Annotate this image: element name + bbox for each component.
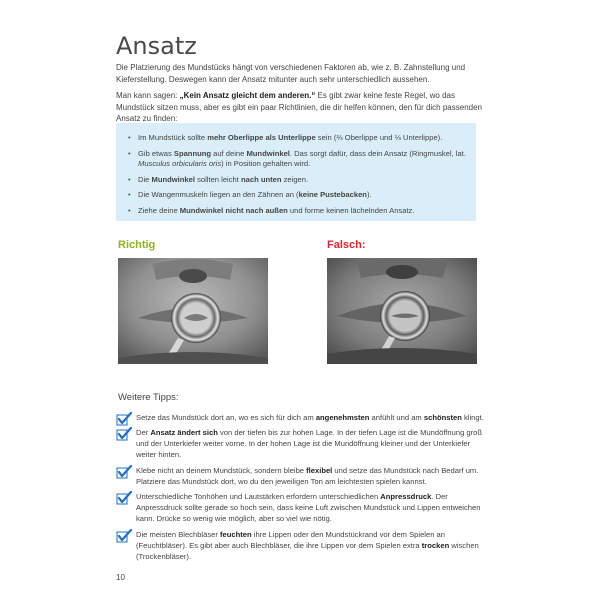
- checkmark-icon: [116, 529, 132, 543]
- guideline-item: • Gib etwas Spannung auf deine Mundwinkel. Das sorgt dafür, dass dein Ansatz (Ringmuskel, lat. Musculus orbicularis oris) in Position gehalten wird.: [128, 149, 468, 170]
- quote-suffix: Es gibt zwar keine feste Regel, wo das Mundstück sitzen muss, aber es gibt ein paar Richtlinien, die dir helfen können, den für dich passenden Ansatz zu finden:: [116, 91, 482, 123]
- photo-wrong-embouchure: [327, 258, 477, 364]
- page-title: Ansatz: [116, 32, 197, 60]
- quote-paragraph: [116, 90, 488, 125]
- guideline-item: • Die Wangenmuskeln liegen an den Zähnen an (keine Pustebacken).: [128, 190, 468, 201]
- page-number: 10: [116, 573, 125, 582]
- guideline-item: • Ziehe deine Mundwinkel nicht nach außen und forme keinen lächelnden Ansatz.: [128, 206, 468, 217]
- tips-heading: Weitere Tipps:: [118, 392, 179, 403]
- tip-text: Der Ansatz ändert sich von der tiefen bis zur hohen Lage. In der tiefen Lage ist die Mundöffnung groß und der Unterkiefer weiter vorne. In der hohen Lage ist die Mundöffnung kleiner und der Unterkiefer weiter hinten.: [136, 428, 483, 459]
- intro-paragraph: Die Platzierung des Mundstücks hängt von verschiedenen Faktoren ab, wie z. B. Zahnstellung und Kieferstellung. Deswegen kann der Ansatz mitunter auch sehr unterschiedlich aussehen.: [116, 63, 466, 84]
- guideline-item: • Im Mundstück sollte mehr Oberlippe als Unterlippe sein (⅔ Oberlippe und ⅓ Unterlippe).: [128, 133, 468, 144]
- checkmark-icon: [116, 412, 132, 426]
- tip-text: Unterschiedliche Tonhöhen und Lautstärken erfordern unterschiedlichen Anpressdruck. Der Anpressdruck sollte gerade so hoch sein, dass keine Luft zwischen Mundstück und Lippen entweichen kann. Drücke so wenig wie möglich, aber so viel wie nötig.: [136, 492, 481, 523]
- checkmark-icon: [116, 465, 132, 479]
- checkmark-icon: [116, 491, 132, 505]
- label-wrong: Falsch:: [327, 239, 366, 251]
- guideline-item: • Die Mundwinkel sollten leicht nach unten zeigen.: [128, 175, 468, 186]
- guidelines-box: [116, 123, 476, 221]
- tip-text: Klebe nicht an deinem Mundstück, sondern bleibe flexibel und setze das Mundstück nach Bedarf um. Platziere das Mundstück dort, wo du den jeweiligen Ton am leichtesten spielen kannst.: [136, 466, 479, 486]
- guidelines-list: [128, 133, 468, 222]
- photo-correct-embouchure: [118, 258, 268, 364]
- tip-text: Die meisten Blechbläser feuchten ihre Lippen oder den Mundstückrand vor dem Spielen an (Feuchtbläser). Es gibt aber auch Blechbläser, die ihre Lippen vor dem Spielen extra trocken wischen (Trockenbläser).: [136, 530, 479, 561]
- checkmark-icon: [116, 427, 132, 441]
- tip-text: Setze das Mundstück dort an, wo es sich für dich am angenehmsten anfühlt und am schönsten klingt.: [136, 413, 484, 422]
- label-right: Richtig: [118, 239, 156, 251]
- quote-prefix: Man kann sagen:: [116, 91, 180, 100]
- quote-bold: „Kein Ansatz gleicht dem anderen.“: [179, 91, 316, 100]
